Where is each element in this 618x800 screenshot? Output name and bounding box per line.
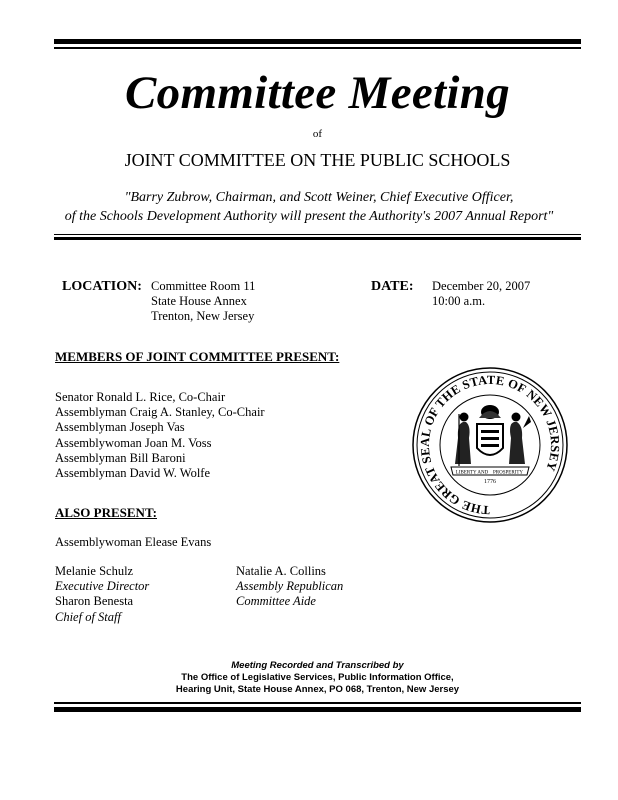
seal-banner-right: PROSPERITY bbox=[492, 470, 524, 476]
date-block bbox=[432, 279, 530, 309]
bottom-rule-thick bbox=[54, 707, 581, 712]
date-label: DATE: bbox=[371, 279, 414, 294]
staff-left-column bbox=[55, 564, 149, 625]
page-title: Committee Meeting bbox=[125, 67, 510, 119]
location-line-2: State House Annex bbox=[151, 294, 247, 308]
staff-name: Natalie A. Collins bbox=[236, 564, 326, 578]
top-rule-thin bbox=[54, 47, 581, 49]
date-line-2: 10:00 a.m. bbox=[432, 294, 486, 308]
members-list bbox=[55, 390, 265, 481]
state-seal-emblem bbox=[411, 366, 569, 524]
staff-name: Sharon Benesta bbox=[55, 594, 134, 609]
member-item: Assemblyman Joseph Vas bbox=[55, 420, 185, 435]
of-label: of bbox=[312, 128, 323, 140]
staff-role: Assembly Republican bbox=[236, 579, 344, 594]
members-heading: MEMBERS OF JOINT COMMITTEE PRESENT: bbox=[55, 349, 340, 364]
seal-year: 1776 bbox=[484, 479, 496, 485]
member-item: Assemblyman Bill Baroni bbox=[55, 450, 186, 465]
member-item: Assemblywoman Joan M. Voss bbox=[55, 435, 212, 450]
footer-line-3: Hearing Unit, State House Annex, PO 068, Trenton, New Jersey bbox=[175, 684, 460, 695]
committee-name: JOINT COMMITTEE ON THE PUBLIC SCHOOLS bbox=[124, 150, 511, 170]
also-present-attendee: Assemblywoman Elease Evans bbox=[55, 535, 212, 549]
location-line-1: Committee Room 11 bbox=[151, 279, 256, 293]
also-present-heading: ALSO PRESENT: bbox=[55, 505, 157, 520]
member-item: Assemblyman David W. Wolfe bbox=[55, 466, 210, 481]
middle-rule-thin bbox=[54, 234, 581, 235]
member-item: Assemblyman Craig A. Stanley, Co-Chair bbox=[55, 405, 265, 420]
staff-name: Melanie Schulz bbox=[55, 564, 134, 578]
seal-ring-text: THE GREAT SEAL OF THE STATE OF NEW JERSEY bbox=[417, 372, 563, 518]
footer-line-1: Meeting Recorded and Transcribed by bbox=[231, 660, 404, 671]
top-rule-thick bbox=[54, 39, 581, 44]
location-block bbox=[151, 279, 255, 324]
seal-banner-left: LIBERTY AND bbox=[455, 470, 489, 476]
location-label: LOCATION: bbox=[62, 279, 142, 294]
subject-line-2: of the Schools Development Authority will present the Authority's 2007 Annual Report" bbox=[64, 209, 554, 224]
staff-role: Chief of Staff bbox=[55, 609, 121, 624]
staff-right-column bbox=[236, 564, 343, 610]
bottom-rule-thin bbox=[54, 702, 581, 704]
date-line-1: December 20, 2007 bbox=[432, 279, 531, 293]
subject-line-1: "Barry Zubrow, Chairman, and Scott Weiner, Chief Executive Officer, bbox=[124, 190, 514, 205]
member-item: Senator Ronald L. Rice, Co-Chair bbox=[55, 390, 226, 404]
middle-rule-thick bbox=[54, 237, 581, 240]
footer-block bbox=[54, 660, 581, 696]
staff-role: Committee Aide bbox=[236, 594, 316, 609]
footer-line-2: The Office of Legislative Services, Public Information Office, bbox=[181, 672, 454, 683]
staff-role: Executive Director bbox=[55, 579, 150, 594]
location-line-3: Trenton, New Jersey bbox=[151, 309, 255, 323]
